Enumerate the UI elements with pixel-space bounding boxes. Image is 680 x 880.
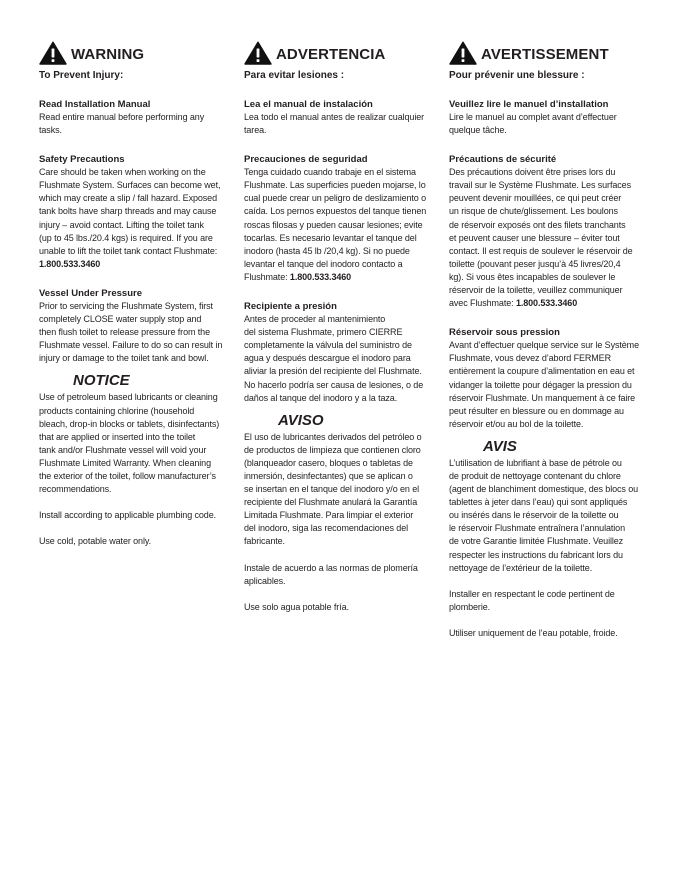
section-safety-precautions	[244, 153, 436, 284]
subtitle: To Prevent Injury:	[39, 70, 124, 81]
install-text: Instale de acuerdo a las normas de plomería aplicables.	[244, 562, 418, 586]
notice-text: El uso de lubricantes derivados del petróleo o de productos de limpieza que contienen cloro (blanqueador casero, bloques o tabletas de inmersión, desinfectantes) que se aplican o se insertan en el tanque del inodoro y/o en el recipiente del Flushmate anulará la Garantía Limitada Flushmate. Para limpiar el exterior del inodoro, siga las recomendaciones del fabricante.	[244, 431, 422, 547]
phone-number: 1.800.533.3460	[39, 258, 101, 269]
section-text: Des précautions doivent être prises lors du travail sur le Système Flushmate. Les surfaces peuvent devenir mouillées, ce qui peut créer un risque de chute/glissement. Les boulons de réservoir exposés ont des filets tranchants et peuvent causer une blessure – éviter tout contact. Il est requis de soulever le réservoir de toilette (pouvant peser jusqu’à 45 livres/20,4 kg). Si vous êtes incapables de soulever le réservoir de la toilette, veuillez communiquer avec Flushmate:	[449, 167, 633, 309]
section-read-manual	[39, 98, 231, 137]
water-text: Use solo agua potable fría.	[244, 601, 349, 612]
phone-number: 1.800.533.3460	[289, 271, 352, 282]
section-text: Read entire manual before performing any tasks.	[39, 112, 205, 136]
notice-heading: AVISO	[278, 411, 324, 429]
notice-text: Use of petroleum based lubricants or cleaning products containing chlorine (household bleach, drop-in blocks or tablets, disinfectants) that are applied or inserted into the toilet tank and/or Flushmate vessel will void your Flushmate Limited Warranty. When cleaning the exterior of the toilet, follow manufacturer’s recommendations.	[39, 392, 220, 495]
section-heading: Safety Precautions	[39, 154, 125, 166]
section-heading: Veuillez lire le manuel d’installation	[449, 99, 609, 110]
section-heading: Réservoir sous pression	[449, 327, 560, 339]
subtitle: Para evitar lesiones :	[244, 70, 345, 81]
section-safety-precautions	[449, 153, 641, 310]
warning-column-french	[449, 40, 641, 640]
section-heading: Précautions de sécurité	[449, 154, 557, 166]
phone-number: 1.800.533.3460	[515, 298, 578, 309]
section-vessel-pressure	[39, 287, 231, 365]
section-heading: Read Installation Manual	[39, 99, 151, 110]
water-text: Utiliser uniquement de l’eau potable, froide.	[449, 627, 618, 638]
notice-text: L’utilisation de lubrifiant à base de pétrole ou de produit de nettoyage contenant du chlore (agent de blanchiment domestique, des blocs ou tablettes à jeter dans l’eau) qui sont appliqués ou insérés dans le réservoir de la toilette ou le réservoir Flushmate entraînera l’annulation de votre Garantie limitée Flushmate. Veuillez respecter les instructions du fabricant lors du nettoyage de l’extérieur de la toilette.	[449, 457, 639, 573]
warning-column-english	[39, 40, 231, 548]
section-heading: Vessel Under Pressure	[39, 287, 142, 299]
column-title	[244, 40, 436, 66]
section-read-manual	[449, 98, 641, 137]
water-text: Use cold, potable water only.	[39, 536, 151, 547]
section-heading: Precauciones de seguridad	[244, 154, 368, 166]
section-text: Lea todo el manual antes de realizar cualquier tarea.	[244, 112, 425, 136]
title-text: WARNING	[71, 46, 145, 63]
column-title	[39, 40, 231, 66]
section-safety-precautions	[39, 153, 231, 271]
section-text: Prior to servicing the Flushmate System, first completely CLOSE water supply stop and then flush toilet to release pressure from the Flushmate vessel. Failure to do so can result in injury or damage to the toilet tank and bowl.	[39, 300, 223, 364]
section-text: Avant d’effectuer quelque service sur le Système Flushmate, vous devez d’abord FERMER entièrement la coupure d’alimentation en eau et vidanger la toilette pour dégager la pression du réservoir Flushmate. Un manquement à ce faire peut résulter en blessure ou en dommage au réservoir et/ou au bol de la toilette.	[449, 340, 639, 429]
warning-triangle-icon	[449, 41, 477, 65]
warning-triangle-icon	[244, 41, 272, 65]
section-vessel-pressure	[244, 300, 436, 405]
install-text: Installer en respectant le code pertinent de plomberie.	[449, 588, 615, 612]
warning-triangle-icon	[39, 41, 67, 65]
section-read-manual	[244, 98, 436, 137]
section-text: Lire le manuel au complet avant d’effectuer quelque tâche.	[449, 112, 617, 136]
section-heading: Recipiente a presión	[244, 301, 337, 313]
title-text: AVERTISSEMENT	[481, 46, 609, 63]
subtitle: Pour prévenir une blessure :	[449, 70, 585, 81]
warning-column-spanish	[244, 40, 436, 614]
section-text: Antes de proceder al mantenimiento del sistema Flushmate, primero CIERRE completamente la válvula del suministro de agua y después descargue el inodoro para aliviar la presión del recipiente del Flushmate. No hacerlo podría ser causa de lesiones, o de daños al tanque del inodoro y a la taza.	[244, 314, 424, 403]
section-text: Tenga cuidado cuando trabaje en el sistema Flushmate. Las superficies pueden mojarse, lo cual puede crear un peligro de deslizamiento o caída. Los pernos expuestos del tanque tienen roscas filosas y pueden causar lesiones; evite tocarlas. Es necesario levantar el tanque del inodoro (hasta 45 lb /20,4 kg). Si no puede levantar el tanque del inodoro contacto a Flushmate:	[244, 167, 427, 282]
title-text: ADVERTENCIA	[276, 46, 386, 63]
install-text: Install according to applicable plumbing code.	[39, 510, 217, 521]
notice-heading: NOTICE	[73, 372, 130, 390]
notice-heading: AVIS	[483, 437, 517, 455]
section-text: Care should be taken when working on the Flushmate System. Surfaces can become wet, which may create a slip / fall hazard. Exposed tank bolts have sharp threads and may cause injury – avoid contact. Lifting the toilet tank (up to 45 lbs./20.4 kgs) is required. If you are unable to lift the toilet tank contact Flushmate:	[39, 167, 221, 256]
section-vessel-pressure	[449, 326, 641, 431]
column-title	[449, 40, 641, 66]
section-heading: Lea el manual de instalación	[244, 99, 373, 110]
